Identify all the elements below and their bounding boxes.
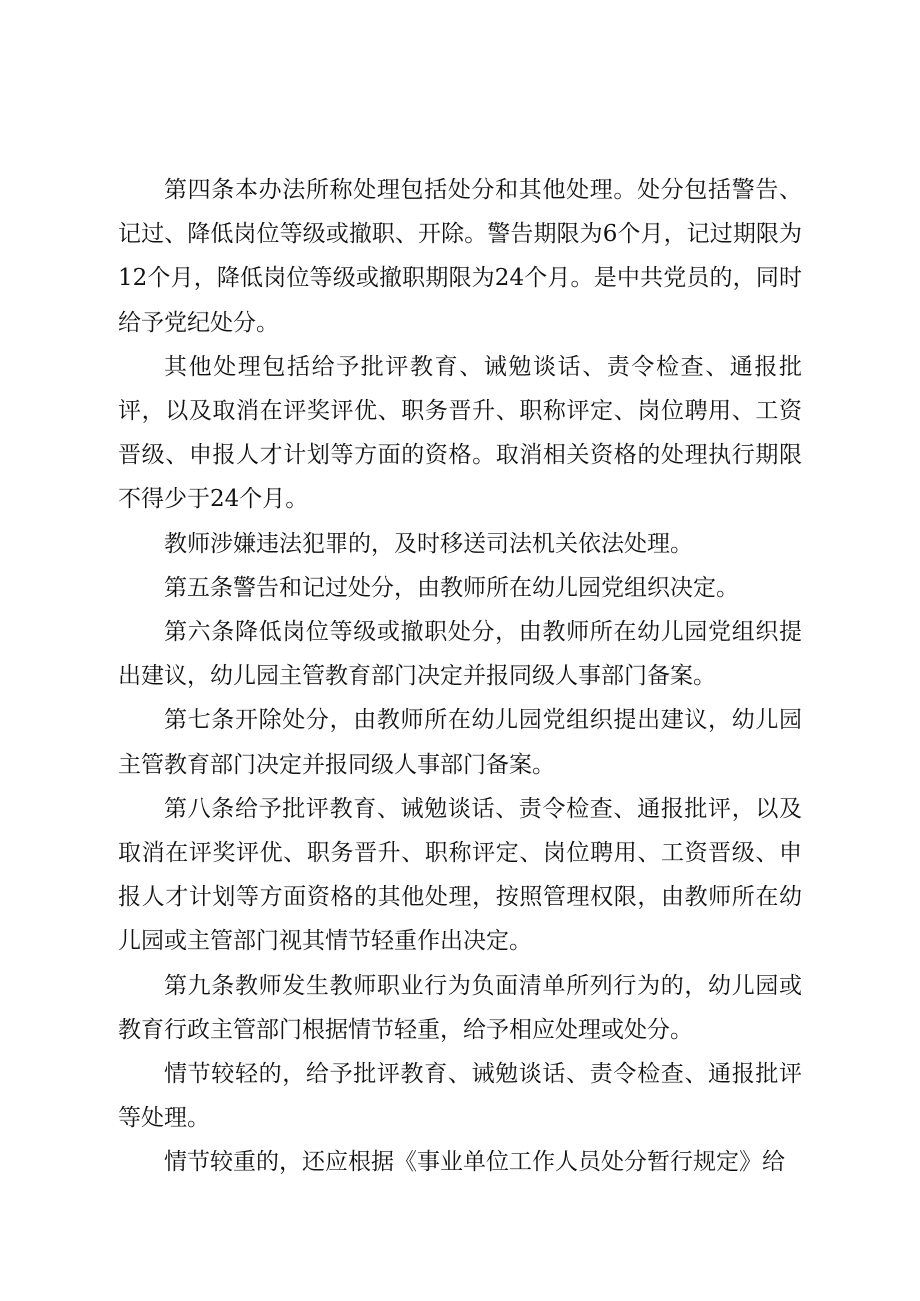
paragraph-article-8: 第八条给予批评教育、诫勉谈话、责令检查、通报批评，以及取消在评奖评优、职务晋升、职称评定、岗位聘用、工资晋级、申报人才计划等方面资格的其他处理，按照管理权限，由教师所在幼儿园或主管部门视其情节轻重作出决定。 (118, 795, 802, 955)
document-body (118, 168, 802, 1185)
paragraph-article-7: 第七条开除处分，由教师所在幼儿园党组织提出建议，幼儿园主管教育部门决定并报同级人事部门备案。 (118, 707, 802, 778)
paragraph-serious-cases: 情节较重的，还应根据《事业单位工作人员处分暂行规定》给 (164, 1149, 785, 1176)
paragraph-other-handling: 其他处理包括给予批评教育、诫勉谈话、责令检查、通报批评，以及取消在评奖评优、职务晋升、职称评定、岗位聘用、工资晋级、申报人才计划等方面的资格。取消相关资格的处理执行期限不得少于24个月。 (118, 353, 802, 513)
paragraph-minor-cases: 情节较轻的，给予批评教育、诫勉谈话、责令检查、通报批评等处理。 (118, 1061, 802, 1132)
paragraph-article-9: 第九条教师发生教师职业行为负面清单所列行为的，幼儿园或教育行政主管部门根据情节轻重，给予相应处理或处分。 (118, 972, 802, 1043)
paragraph-article-5: 第五条警告和记过处分，由教师所在幼儿园党组织决定。 (164, 574, 739, 601)
paragraph-article-6: 第六条降低岗位等级或撤职处分，由教师所在幼儿园党组织提出建议，幼儿园主管教育部门决定并报同级人事部门备案。 (118, 619, 802, 690)
paragraph-criminal-transfer: 教师涉嫌违法犯罪的，及时移送司法机关依法处理。 (164, 530, 693, 557)
paragraph-article-4: 第四条本办法所称处理包括处分和其他处理。处分包括警告、记过、降低岗位等级或撤职、开除。警告期限为6个月，记过期限为12个月，降低岗位等级或撤职期限为24个月。是中共党员的，同时给予党纪处分。 (118, 177, 802, 336)
